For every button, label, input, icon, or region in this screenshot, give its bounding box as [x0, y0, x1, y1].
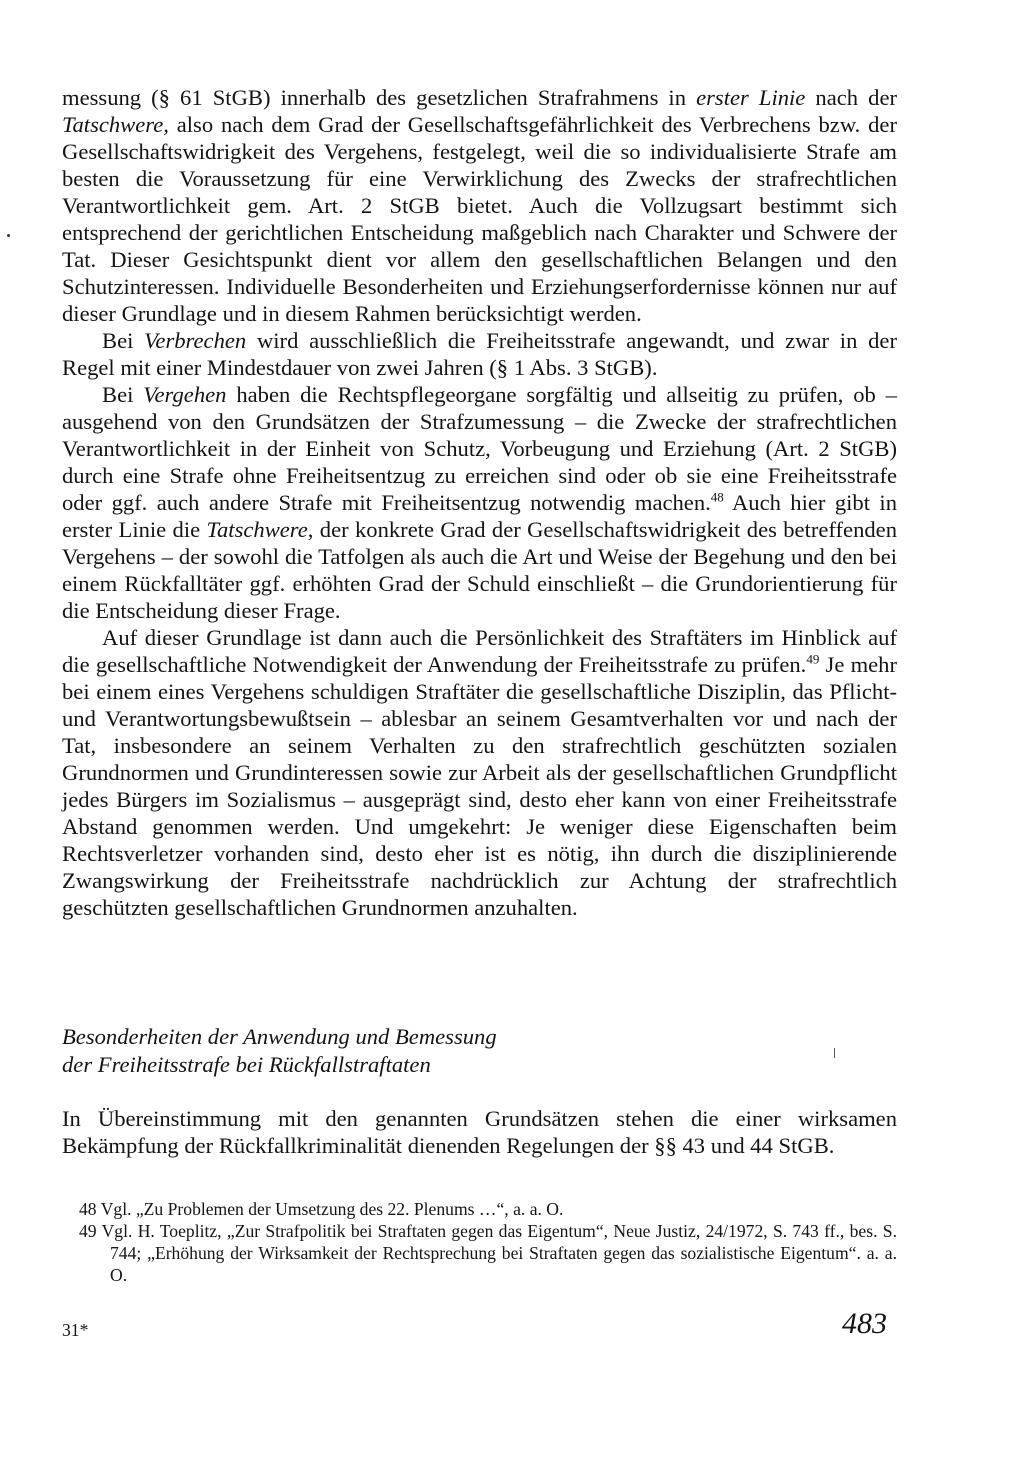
text-run: nach der — [805, 85, 898, 110]
emphasis-erster-linie: erster Linie — [696, 85, 806, 110]
paragraph-3 — [62, 381, 897, 624]
footnote-49 — [79, 1220, 897, 1286]
footnotes — [79, 1198, 897, 1286]
paragraph-5: In Übereinstimmung mit den genannten Grundsätzen stehen die einer wirksamen Bekämpfung der Rückfallkriminalität dienenden Regelungen der §§ 43 und 44 StGB. — [62, 1106, 897, 1158]
footnote-text: Vgl. H. Toeplitz, „Zur Strafpolitik bei Straftaten gegen das Eigentum“, Neue Justiz, 24/1972, S. 743 ff., bes. S. 744; „Erhöhung der Wirksamkeit der Rechtsprechung bei Straftaten gegen das sozialistische Eigentum“. a. a. O. — [101, 1221, 897, 1285]
footnote-ref-49: 49 — [806, 651, 820, 667]
text-run: Auch hier gibt in erster Linie die — [62, 490, 897, 542]
emphasis-vergehen: Vergehen — [143, 382, 227, 407]
emphasis-tatschwere: Tatschwere — [206, 517, 308, 542]
text-run: haben die Rechtspflegeorgane sorgfältig und allseitig zu prüfen, ob – ausgehend von den Grundsätzen der Strafzumessung – die Zwecke der strafrechtlichen Verantwortlichkeit in der Einheit von Schutz, Vorbeugung und Erziehung (Art. 2 StGB) durch eine Strafe ohne Freiheitsentzug zu erreichen sind oder ob sie eine Freiheitsstrafe oder ggf. auch andere Strafe mit Freiheitsentzug notwendig machen. — [62, 382, 897, 515]
margin-dot — [7, 234, 10, 237]
text-run: Bei — [102, 328, 145, 353]
footnote-ref-48: 48 — [710, 489, 724, 505]
emphasis-verbrechen: Verbrechen — [144, 328, 247, 353]
paragraph-1 — [62, 84, 897, 327]
main-text — [62, 84, 897, 921]
paragraph-4 — [62, 624, 897, 921]
footnote-number: 48 — [79, 1199, 97, 1219]
text-run: Je mehr bei einem eines Vergehens schuldigen Straftäter die gesellschaftliche Disziplin, das Pflicht- und Verantwortungsbewußtsein – ablesbar an seinem Gesamtverhalten vor und nach der Tat, insbesondere an seinem Verhalten zu den strafrechtlich geschützten sozialen Grundnormen und Grundinteressen sowie zur Arbeit als der gesellschaftlichen Grundpflicht jedes Bürgers im Sozialismus – ausgeprägt sind, desto eher kann von einer Freiheitsstrafe Abstand genommen werden. Und umgekehrt: Je weniger diese Eigenschaften beim Rechtsverletzer vorhanden sind, desto eher ist es nötig, ihn durch die disziplinierende Zwangswirkung der Freiheitsstrafe nachdrücklich zur Achtung der strafrechtlich geschützten gesellschaftlichen Grundnormen anzuhalten. — [62, 652, 898, 920]
text-run: , der konkrete Grad der Gesellschaftswidrigkeit des betreffenden Vergehens – der sowohl die Tatfolgen als auch die Art und Weise der Begehung und den bei einem Rückfalltäter ggf. erhöhten Grad der Schuld einschließt – die Grundorientierung für die Entscheidung dieser Frage. — [62, 517, 897, 623]
text-run: messung (§ 61 StGB) innerhalb des gesetzlichen Strafrahmens in — [62, 85, 697, 110]
footnote-number: 49 — [79, 1221, 97, 1241]
page-number: 483 — [842, 1307, 887, 1340]
text-run: Auf dieser Grundlage ist dann auch die Persönlichkeit des Straftäters im Hinblick auf die gesellschaftliche Notwendigkeit der Anwendung der Freiheitsstrafe zu prüfen. — [62, 625, 897, 677]
heading-line-1: Besonderheiten der Anwendung und Bemessung — [62, 1024, 497, 1049]
emphasis-tatschwere: Tatschwere, — [62, 112, 169, 137]
paragraph-2 — [62, 327, 897, 381]
footnote-text: Vgl. „Zu Problemen der Umsetzung des 22. Plenums …“, a. a. O. — [100, 1199, 564, 1219]
heading-line-2: der Freiheitsstrafe bei Rückfallstraftaten — [62, 1052, 431, 1077]
section-heading — [62, 1023, 897, 1079]
text-run: also nach dem Grad der Gesellschaftsgefährlichkeit des Verbrechens bzw. der Gesellschaftswidrigkeit des Vergehens, festgelegt, weil die so individualisierte Strafe am besten die Voraussetzung für eine Verwirklichung des Zwecks der strafrechtlichen Verantwortlichkeit gem. Art. 2 StGB bietet. Auch die Vollzugsart bestimmt sich entsprechend der gerichtlichen Entscheidung maßgeblich nach Charakter und Schwere der Tat. Dieser Gesichtspunkt dient vor allem den gesellschaftlichen Belangen und den Schutzinteressen. Individuelle Besonderheiten und Erziehungserfordernisse können nur auf dieser Grundlage und in diesem Rahmen berücksichtigt werden. — [62, 112, 897, 326]
printer-signature: 31* — [62, 1320, 89, 1340]
footnote-48 — [79, 1198, 897, 1220]
text-run: Bei — [102, 382, 144, 407]
text-run: wird ausschließlich die Freiheitsstrafe angewandt, und zwar in der Regel mit einer Mindestdauer von zwei Jahren (§ 1 Abs. 3 StGB). — [62, 328, 897, 380]
closing-text — [62, 1105, 897, 1159]
